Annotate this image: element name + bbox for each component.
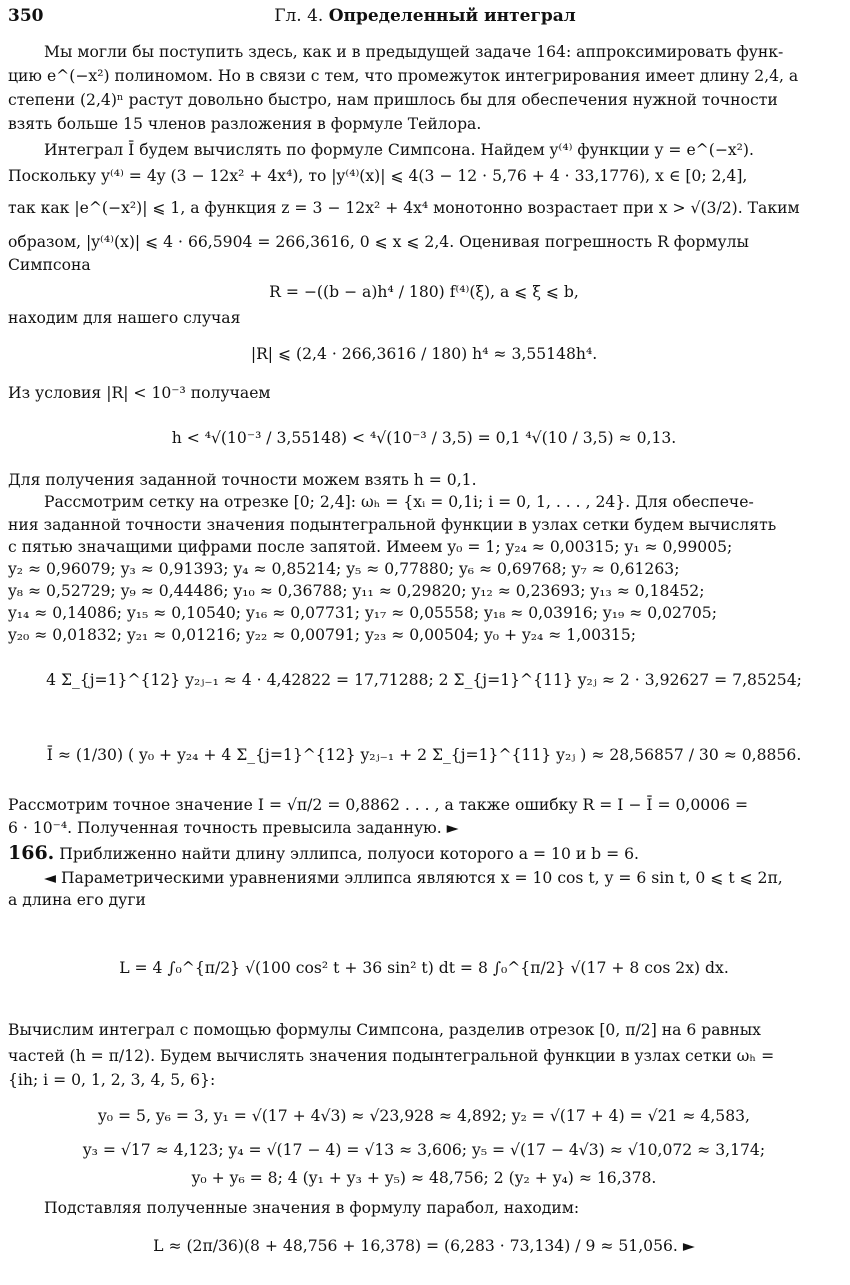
text-line: Симпсона [8,256,91,274]
formula-node-values-2: y₃ = √17 ≈ 4,123; y₄ = √(17 − 4) = √13 ≈ 3,606; y₅ = √(17 − 4√3) ≈ √10,072 ≈ 3,174; [82,1141,766,1159]
text-line: частей (h = π/12). Будем вычислять значения подынтегральной функции в узлах сетки ωₕ = [8,1047,775,1065]
text-line: степени (2,4)ⁿ растут довольно быстро, нам пришлось бы для обеспечения нужной точности [8,91,778,109]
text-line: y₂₀ ≈ 0,01832; y₂₁ ≈ 0,01216; y₂₂ ≈ 0,00791; y₂₃ ≈ 0,00504; y₀ + y₂₄ ≈ 1,00315; [8,626,637,644]
text-line: Для получения заданной точности можем взять h = 0,1. [8,471,477,489]
formula-node-values-1: y₀ = 5, y₆ = 3, y₁ = √(17 + 4√3) ≈ √23,928 ≈ 4,892; y₂ = √(17 + 4) = √21 ≈ 4,583, [97,1107,751,1125]
text-line: Подставляя полученные значения в формулу парабол, находим: [44,1199,580,1217]
text-line: а длина его дуги [8,891,146,909]
text-line: ◄ Параметрическими уравнениями эллипса являются x = 10 cos t, y = 6 sin t, 0 ⩽ t ⩽ 2π, [44,869,783,887]
text-line: ния заданной точности значения подынтегральной функции в узлах сетки будем вычислять [8,516,777,534]
text-line: y₈ ≈ 0,52729; y₉ ≈ 0,44486; y₁₀ ≈ 0,36788; y₁₁ ≈ 0,29820; y₁₂ ≈ 0,23693; y₁₃ ≈ 0,18452; [8,582,705,600]
text-line: с пятью значащими цифрами после запятой. Имеем y₀ = 1; y₂₄ ≈ 0,00315; y₁ ≈ 0,99005; [8,538,733,556]
text-line: так как |e^(−x²)| ⩽ 1, а функция z = 3 − 12x² + 4x⁴ монотонно возрастает при x > √(3/2). Таким [8,199,800,217]
chapter-title: Определенный интеграл [328,6,576,26]
text-line: {ih; i = 0, 1, 2, 3, 4, 5, 6}: [8,1071,216,1089]
page-number: 350 [8,6,44,26]
text-line: Рассмотрим точное значение I = √π/2 = 0,8862 . . . , а также ошибку R = I − Ī = 0,0006 = [8,796,749,814]
running-title [8,6,842,26]
formula-final-length: L ≈ (2π/36)(8 + 48,756 + 16,378) = (6,283 · 73,134) / 9 ≈ 51,056. ► [153,1237,695,1255]
formula-sums: 4 Σ_{j=1}^{12} y₂ⱼ₋₁ ≈ 4 · 4,42822 = 17,71288; 2 Σ_{j=1}^{11} y₂ⱼ ≈ 2 · 3,92627 = 7,85254; [46,671,802,689]
text-line: взять больше 15 членов разложения в формуле Тейлора. [8,115,482,133]
text-line: образом, |y⁽⁴⁾(x)| ⩽ 4 · 66,5904 = 266,3616, 0 ⩽ x ⩽ 2,4. Оценивая погрешность R формулы [8,233,749,251]
text-line: Рассмотрим сетку на отрезке [0; 2,4]: ωₕ = {xᵢ = 0,1i; i = 0, 1, . . . , 24}. Для обеспече- [44,493,754,511]
formula-ellipse-length: L = 4 ∫₀^{π/2} √(100 cos² t + 36 sin² t) dt = 8 ∫₀^{π/2} √(17 + 8 cos 2x) dx. [119,959,729,977]
formula-error-bound: |R| ⩽ (2,4 · 266,3616 / 180) h⁴ ≈ 3,55148h⁴. [250,345,598,363]
formula-node-sums: y₀ + y₆ = 8; 4 (y₁ + y₃ + y₅) ≈ 48,756; 2 (y₂ + y₄) ≈ 16,378. [191,1169,657,1187]
text-line: Поскольку y⁽⁴⁾ = 4y (3 − 12x² + 4x⁴), то |y⁽⁴⁾(x)| ⩽ 4(3 − 12 · 5,76 + 4 · 33,1776), x ∈ [0; 2,4], [8,167,748,185]
problem-statement: Приближенно найти длину эллипса, полуоси которого a = 10 и b = 6. [59,845,640,863]
text-line: 6 · 10⁻⁴. Полученная точность превысила заданную. ► [8,819,459,837]
page-header [8,6,842,30]
text-line: находим для нашего случая [8,309,241,327]
text-line: Мы могли бы поступить здесь, как и в предыдущей задаче 164: аппроксимировать функ- [44,43,784,61]
formula-integral-estimate: Ī ≈ (1/30) ( y₀ + y₂₄ + 4 Σ_{j=1}^{12} y₂ⱼ₋₁ + 2 Σ_{j=1}^{11} y₂ⱼ ) ≈ 28,56857 / 30 ≈ 0,8856. [46,746,802,764]
text-line: y₁₄ ≈ 0,14086; y₁₅ ≈ 0,10540; y₁₆ ≈ 0,07731; y₁₇ ≈ 0,05558; y₁₈ ≈ 0,03916; y₁₉ ≈ 0,02705; [8,604,717,622]
problem-number: 166. [8,843,55,864]
chapter-label: Гл. 4. [274,6,324,26]
formula-step-bound: h < ⁴√(10⁻³ / 3,55148) < ⁴√(10⁻³ / 3,5) = 0,1 ⁴√(10 / 3,5) ≈ 0,13. [171,429,677,447]
text-line: цию e^(−x²) полиномом. Но в связи с тем, что промежуток интегрирования имеет длину 2,4, а [8,67,799,85]
problem-166 [8,843,840,865]
text-line: Вычислим интеграл с помощью формулы Симпсона, разделив отрезок [0, π/2] на 6 равных [8,1021,761,1039]
text-line: y₂ ≈ 0,96079; y₃ ≈ 0,91393; y₄ ≈ 0,85214; y₅ ≈ 0,77880; y₆ ≈ 0,69768; y₇ ≈ 0,61263; [8,560,680,578]
formula-simpson-error: R = −((b − a)h⁴ / 180) f⁽⁴⁾(ξ), a ⩽ ξ ⩽ b, [269,283,579,301]
text-line: Интеграл Ī будем вычислять по формуле Симпсона. Найдем y⁽⁴⁾ функции y = e^(−x²). [44,141,754,159]
text-line: Из условия |R| < 10⁻³ получаем [8,384,271,402]
